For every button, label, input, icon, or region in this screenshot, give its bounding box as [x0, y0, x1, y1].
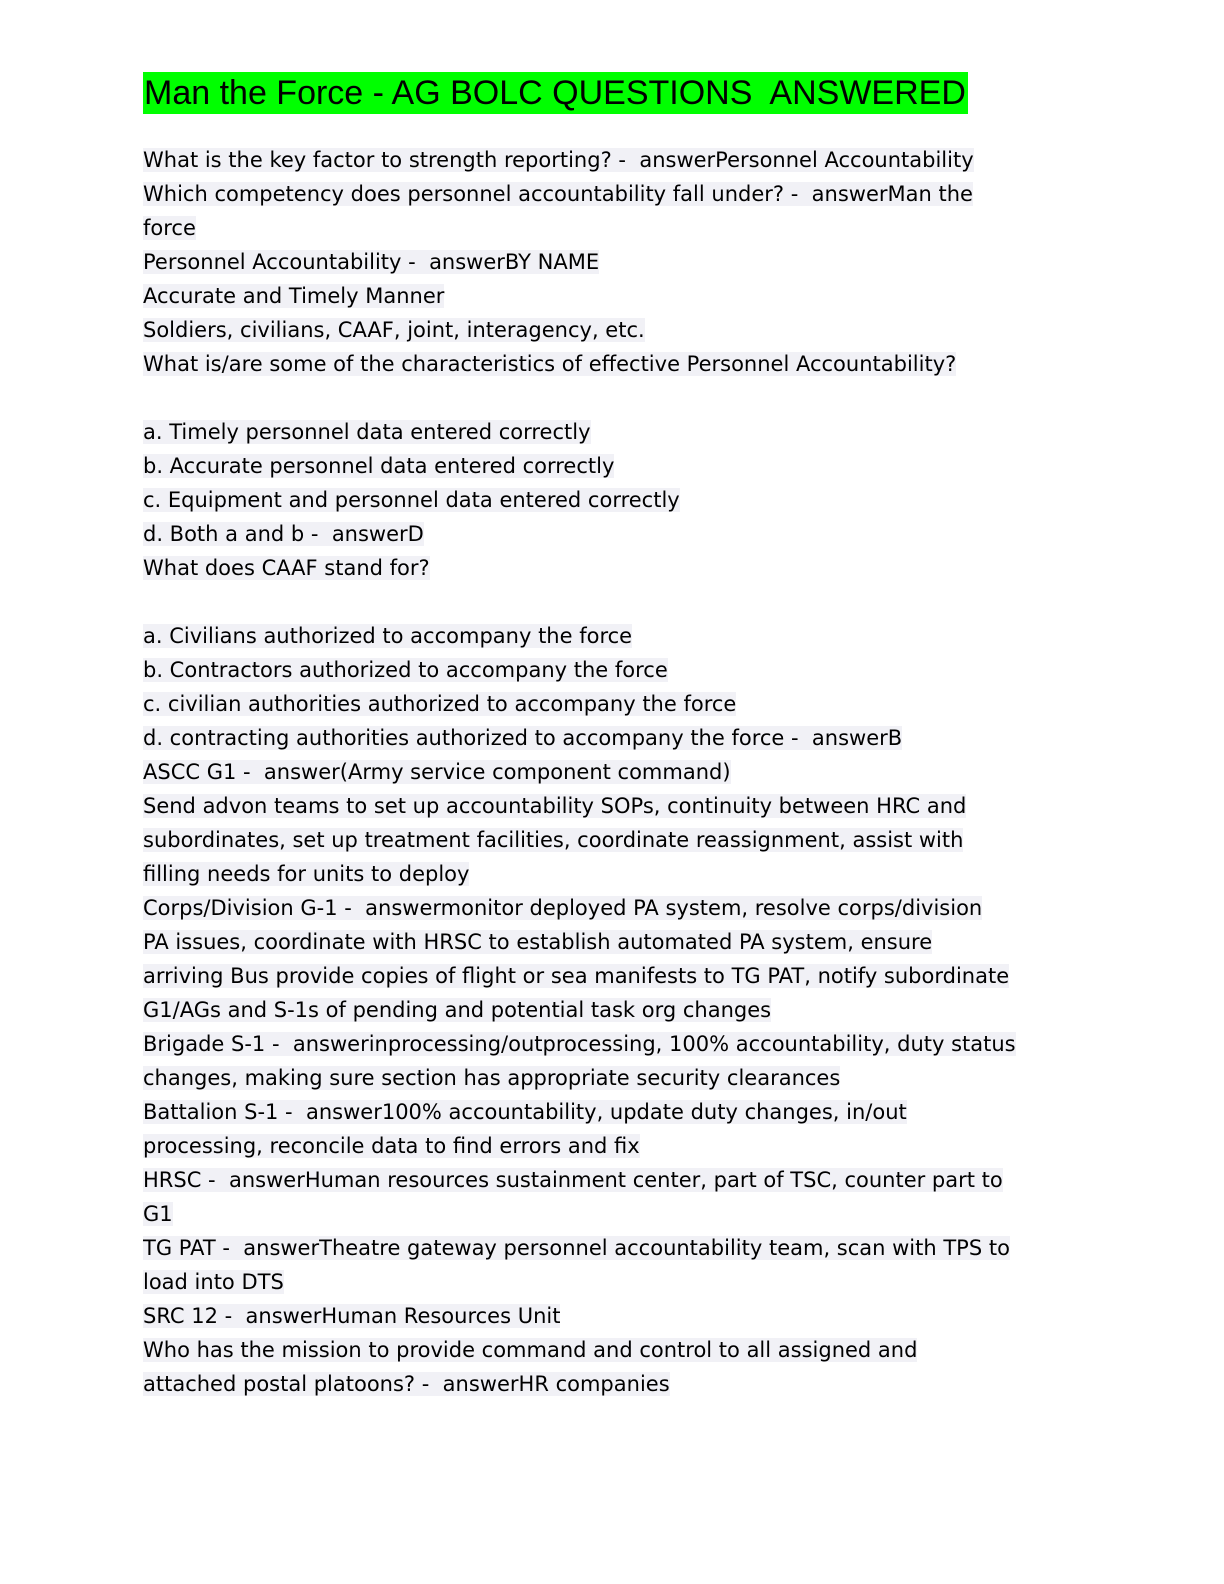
text-line-content: Who has the mission to provide command and control to all assigned and	[143, 1338, 918, 1362]
text-line-content: G1	[143, 1202, 173, 1226]
text-line	[143, 653, 1083, 687]
text-line-content: b. Contractors authorized to accompany the force	[143, 658, 668, 682]
text-line	[143, 857, 1083, 891]
text-line-content: a. Civilians authorized to accompany the force	[143, 624, 633, 648]
text-line	[143, 959, 1083, 993]
text-line-content: filling needs for units to deploy	[143, 862, 470, 886]
text-line-content: subordinates, set up treatment facilities, coordinate reassignment, assist with	[143, 828, 964, 852]
text-line	[143, 755, 1083, 789]
text-line	[143, 891, 1083, 925]
text-line-content: What does CAAF stand for?	[143, 556, 430, 580]
document-body	[143, 143, 1083, 1401]
text-line	[143, 347, 1083, 381]
text-line	[143, 279, 1083, 313]
text-line	[143, 177, 1083, 211]
text-line	[143, 1095, 1083, 1129]
text-line	[143, 211, 1083, 245]
text-line	[143, 993, 1083, 1027]
text-line-content: Which competency does personnel accountability fall under? - answerMan the	[143, 182, 973, 206]
text-line-content: processing, reconcile data to find errors and fix	[143, 1134, 640, 1158]
text-line	[143, 619, 1083, 653]
text-line-content: ASCC G1 - answer(Army service component command)	[143, 760, 731, 784]
text-line-content: What is/are some of the characteristics of effective Personnel Accountability?	[143, 352, 957, 376]
text-line	[143, 1299, 1083, 1333]
text-line	[143, 1027, 1083, 1061]
text-line-content: Send advon teams to set up accountability SOPs, continuity between HRC and	[143, 794, 967, 818]
text-line-content: changes, making sure section has appropriate security clearances	[143, 1066, 841, 1090]
text-line	[143, 551, 1083, 585]
text-line	[143, 1333, 1083, 1367]
text-line	[143, 789, 1083, 823]
text-line	[143, 143, 1083, 177]
text-line	[143, 1129, 1083, 1163]
text-line	[143, 415, 1083, 449]
document-title: Man the Force - AG BOLC QUESTIONS ANSWERED	[144, 74, 966, 112]
text-line-content: What is the key factor to strength reporting? - answerPersonnel Accountability	[143, 148, 974, 172]
blank-line	[143, 585, 1083, 619]
text-line	[143, 823, 1083, 857]
text-line-content: Personnel Accountability - answerBY NAME	[143, 250, 600, 274]
text-line	[143, 1163, 1083, 1197]
text-line-content: Accurate and Timely Manner	[143, 284, 445, 308]
text-line-content: c. Equipment and personnel data entered correctly	[143, 488, 680, 512]
text-line-content: d. Both a and b - answerD	[143, 522, 424, 546]
text-line	[143, 1265, 1083, 1299]
text-line-content: attached postal platoons? - answerHR companies	[143, 1372, 670, 1396]
text-line-content: b. Accurate personnel data entered correctly	[143, 454, 615, 478]
text-line-content: load into DTS	[143, 1270, 284, 1294]
text-line	[143, 517, 1083, 551]
text-line-content: arriving Bus provide copies of flight or sea manifests to TG PAT, notify subordinate	[143, 964, 1010, 988]
text-line	[143, 1197, 1083, 1231]
text-line	[143, 687, 1083, 721]
text-line	[143, 721, 1083, 755]
text-line-content: Soldiers, civilians, CAAF, joint, interagency, etc.	[143, 318, 645, 342]
text-line-content: d. contracting authorities authorized to accompany the force - answerB	[143, 726, 903, 750]
text-line-content: TG PAT - answerTheatre gateway personnel accountability team, scan with TPS to	[143, 1236, 1010, 1260]
text-line	[143, 313, 1083, 347]
text-line	[143, 483, 1083, 517]
text-line-content: a. Timely personnel data entered correctly	[143, 420, 591, 444]
text-line	[143, 245, 1083, 279]
text-line-content: PA issues, coordinate with HRSC to establish automated PA system, ensure	[143, 930, 933, 954]
text-line-content: Battalion S-1 - answer100% accountability, update duty changes, in/out	[143, 1100, 907, 1124]
text-line	[143, 449, 1083, 483]
text-line	[143, 925, 1083, 959]
text-line	[143, 1231, 1083, 1265]
blank-line	[143, 381, 1083, 415]
text-line	[143, 1061, 1083, 1095]
text-line-content: force	[143, 216, 196, 240]
text-line-content: c. civilian authorities authorized to accompany the force	[143, 692, 737, 716]
text-line-content: SRC 12 - answerHuman Resources Unit	[143, 1304, 561, 1328]
text-line-content: G1/AGs and S-1s of pending and potential task org changes	[143, 998, 772, 1022]
text-line-content: HRSC - answerHuman resources sustainment center, part of TSC, counter part to	[143, 1168, 1003, 1192]
text-line-content: Brigade S-1 - answerinprocessing/outprocessing, 100% accountability, duty status	[143, 1032, 1016, 1056]
text-line	[143, 1367, 1083, 1401]
text-line-content: Corps/Division G-1 - answermonitor deployed PA system, resolve corps/division	[143, 896, 983, 920]
